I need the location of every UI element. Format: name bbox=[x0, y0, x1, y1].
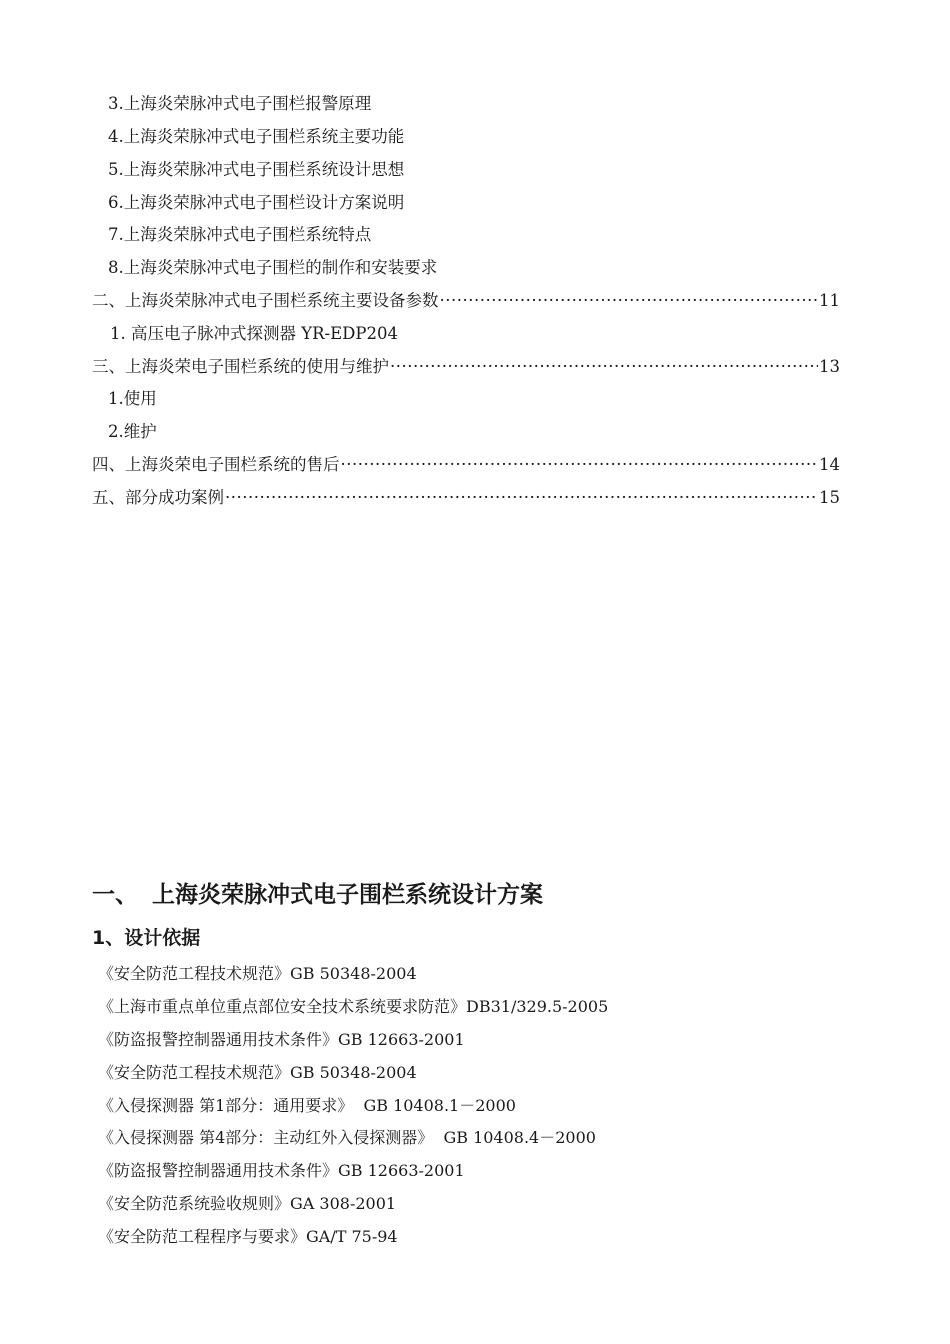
toc-entry[interactable] bbox=[92, 252, 840, 285]
toc-entry-text: 三、上海炎荣电子围栏系统的使用与维护 bbox=[92, 356, 389, 376]
toc-entry-text: 二、上海炎荣脉冲式电子围栏系统主要设备参数 bbox=[92, 290, 439, 310]
section-title-text: 上海炎荣脉冲式电子围栏系统设计方案 bbox=[152, 882, 543, 908]
toc-entry[interactable] bbox=[92, 416, 840, 449]
toc-entry[interactable] bbox=[92, 88, 840, 121]
toc-entry-section[interactable] bbox=[92, 350, 840, 383]
toc-entry[interactable] bbox=[92, 219, 840, 252]
toc-entry-text: 8.上海炎荣脉冲式电子围栏的制作和安装要求 bbox=[108, 258, 438, 278]
section-number: 一、 bbox=[92, 882, 138, 908]
toc-entry-text: 五、部分成功案例 bbox=[92, 487, 224, 507]
toc-entry-text: 1. 高压电子脉冲式探测器 YR-EDP204 bbox=[110, 323, 398, 343]
toc-entry[interactable] bbox=[92, 318, 840, 351]
toc-entry[interactable] bbox=[92, 154, 840, 187]
toc-page-number: 11 bbox=[819, 290, 840, 310]
toc-page-number: 15 bbox=[819, 487, 840, 507]
section-heading bbox=[92, 876, 543, 909]
reference-list bbox=[98, 956, 608, 1252]
reference-item: 《安全防范系统验收规则》GA 308-2001 bbox=[98, 1194, 397, 1214]
toc-entry[interactable] bbox=[92, 121, 840, 154]
reference-item: 《上海市重点单位重点部位安全技术系统要求防范》DB31/329.5-2005 bbox=[98, 996, 609, 1016]
toc-page-number: 14 bbox=[819, 454, 840, 474]
reference-item: 《入侵探测器 第4部分：主动红外入侵探测器》 GB 10408.4－2000 bbox=[98, 1128, 596, 1148]
toc-entry-text: 2.维护 bbox=[108, 422, 157, 442]
reference-item: 《安全防范工程技术规范》GB 50348-2004 bbox=[98, 1062, 417, 1082]
toc-leader-dots bbox=[390, 359, 818, 376]
toc-entry-text: 7.上海炎荣脉冲式电子围栏系统特点 bbox=[108, 225, 372, 245]
toc-entry-section[interactable] bbox=[92, 482, 840, 515]
toc-entry-section[interactable] bbox=[92, 285, 840, 318]
reference-item: 《入侵探测器 第1部分：通用要求》 GB 10408.1－2000 bbox=[98, 1095, 516, 1115]
toc-entry-text: 1.使用 bbox=[108, 389, 157, 409]
table-of-contents bbox=[92, 88, 840, 514]
toc-entry-text: 6.上海炎荣脉冲式电子围栏设计方案说明 bbox=[108, 192, 405, 212]
toc-entry-text: 3.上海炎荣脉冲式电子围栏报警原理 bbox=[108, 94, 372, 114]
toc-entry[interactable] bbox=[92, 383, 840, 416]
toc-entry-text: 4.上海炎荣脉冲式电子围栏系统主要功能 bbox=[108, 126, 405, 146]
toc-entry-text: 5.上海炎荣脉冲式电子围栏系统设计思想 bbox=[108, 159, 405, 179]
reference-item: 《安全防范工程技术规范》GB 50348-2004 bbox=[98, 963, 417, 983]
toc-page-number: 13 bbox=[819, 356, 840, 376]
toc-entry-text: 四、上海炎荣电子围栏系统的售后 bbox=[92, 454, 340, 474]
toc-entry-section[interactable] bbox=[92, 449, 840, 482]
toc-leader-dots bbox=[440, 293, 819, 310]
reference-item: 《防盗报警控制器通用技术条件》GB 12663-2001 bbox=[98, 1161, 465, 1181]
toc-entry[interactable] bbox=[92, 186, 840, 219]
reference-item: 《防盗报警控制器通用技术条件》GB 12663-2001 bbox=[98, 1029, 465, 1049]
subsection-heading: 1、设计依据 bbox=[92, 927, 201, 949]
toc-leader-dots bbox=[225, 490, 818, 507]
toc-leader-dots bbox=[341, 457, 819, 474]
reference-item: 《安全防范工程程序与要求》GA/T 75-94 bbox=[98, 1227, 398, 1247]
